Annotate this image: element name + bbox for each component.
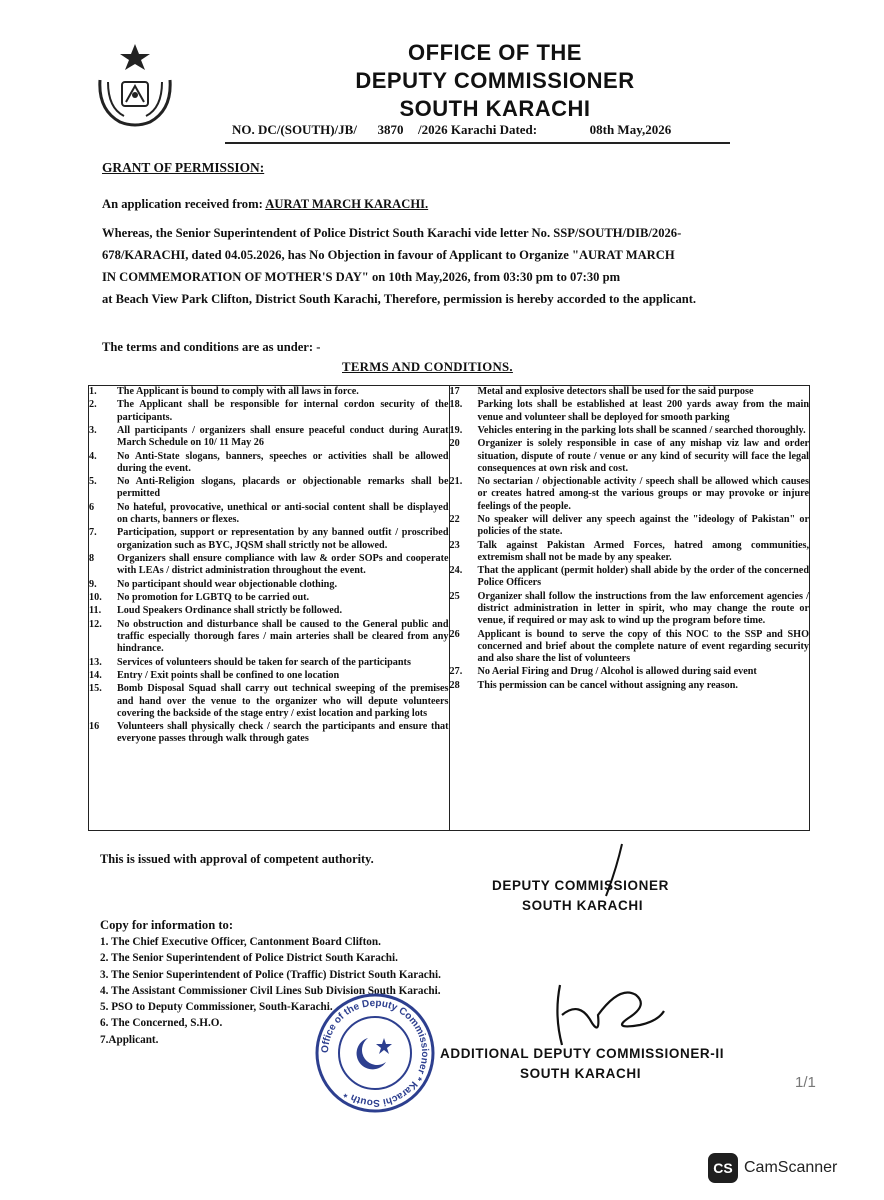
term-number: 26 (449, 628, 460, 640)
term-item (450, 438, 810, 475)
office-heading-south: SOUTH KARACHI (399, 96, 591, 121)
term-item (89, 721, 449, 745)
term-item (89, 553, 449, 577)
term-number: 3. (89, 424, 97, 436)
term-number: 10. (89, 591, 102, 603)
term-text: Services of volunteers should be taken for search of the participants (117, 656, 411, 668)
term-item (450, 399, 810, 423)
term-text: Participation, support or representation by any banned outfit / proscribed organization such as BYC, JQSM shall strictly not be allowed. (117, 527, 449, 551)
term-number: 22 (449, 513, 460, 525)
term-number: 7. (89, 527, 97, 539)
term-item (89, 476, 449, 500)
term-text: This permission can be cancel without assigning any reason. (477, 679, 738, 691)
term-number: 21. (449, 476, 463, 488)
term-item (89, 657, 449, 669)
term-text: Talk against Pakistan Armed Forces, hatred among communities, extremism shall not be made by any speaker. (477, 539, 809, 563)
copy-title: Copy for information to: (100, 918, 234, 932)
term-text: No promotion for LGBTQ to be carried out. (117, 591, 310, 603)
body-paragraph (102, 222, 790, 310)
term-number: 8 (89, 552, 95, 564)
term-number: 1. (89, 386, 97, 397)
term-number: 27. (449, 666, 463, 678)
term-number: 25 (449, 590, 460, 602)
stamp-text: Office of the Deputy Commissioner * Karachi South * (319, 997, 431, 1109)
terms-left-column (89, 386, 450, 831)
terms-title: TERMS AND CONDITIONS. (342, 360, 513, 374)
term-text: Organizer is solely responsible in case of any mishap viz law and order situation, dispute of route / venue or any kind of security will face the legal consequences at own risk and cost. (477, 438, 809, 474)
ref-no: NO. DC/(SOUTH)/JB/ (232, 122, 357, 137)
term-text: Organizers shall ensure compliance with law & order SOPs and cooperate with LEAs / district administration throughout the event. (117, 552, 449, 577)
office-heading: OFFICE OF THE (408, 40, 582, 65)
camscanner-logo-icon: CS (708, 1153, 738, 1183)
term-number: 14. (89, 669, 102, 681)
term-item (89, 670, 449, 682)
copy-item: 2. The Senior Superintendent of Police District South Karachi. (100, 952, 398, 965)
adc-title: ADDITIONAL DEPUTY COMMISSIONER-II (440, 1046, 725, 1061)
adc-district: SOUTH KARACHI (520, 1066, 642, 1081)
term-number: 12. (89, 618, 102, 630)
term-number: 18. (449, 399, 463, 411)
term-item (89, 386, 449, 398)
term-text: No Anti-Religion slogans, placards or objectionable remarks shall be permitted (117, 476, 449, 500)
official-stamp (310, 988, 440, 1118)
page-counter: 1/1 (795, 1074, 816, 1091)
ref-date: 08th May,2026 (589, 122, 672, 137)
term-number: 23 (449, 539, 460, 551)
header-rule (225, 142, 730, 144)
term-item (450, 666, 810, 678)
term-item (450, 680, 810, 692)
approval-note: This is issued with approval of competent authority. (100, 852, 374, 866)
body-line: Whereas, the Senior Superintendent of Police District South Karachi vide letter No. SSP/SOUTH/DIB/2026- (102, 226, 682, 240)
term-item (450, 514, 810, 538)
term-number: 19. (449, 424, 463, 436)
copy-item: 6. The Concerned, S.H.O. (100, 1017, 223, 1030)
term-item (89, 451, 449, 475)
term-text: No hateful, provocative, unethical or anti-social content shall be displayed on charts, banners or flexes. (117, 501, 449, 525)
term-text: Entry / Exit points shall be confined to one location (117, 669, 340, 681)
term-text: The Applicant shall be responsible for internal cordon security of the participants. (117, 399, 449, 423)
term-number: 17 (449, 386, 460, 397)
term-item (450, 591, 810, 628)
terms-intro: The terms and conditions are as under: - (102, 340, 321, 354)
copy-item: 7.Applicant. (100, 1033, 159, 1046)
body-line: 678/KARACHI, dated 04.05.2026, has No Objection in favour of Applicant to Organize "AURAT MARCH (102, 248, 675, 262)
term-text: No obstruction and disturbance shall be caused to the General public and traffic especially thorough fares / main arteries shall be cleared from any hindrance. (117, 618, 449, 655)
svg-text:Office of the Deputy Commissio (320, 998, 430, 1108)
term-item (89, 683, 449, 720)
copy-item: 4. The Assistant Commissioner Civil Lines Sub Division South Karachi. (100, 984, 441, 997)
term-text: Organizer shall follow the instructions from the law enforcement agencies / district administration in letter in spirit, who may change the route or venue, if required or may ask to wind up the program before time. (477, 590, 809, 627)
term-text: Vehicles entering in the parking lots shall be scanned / searched thoroughly. (477, 424, 806, 436)
district-emblem (90, 40, 180, 130)
term-text: No sectarian / objectionable activity / speech shall be allowed which causes or creates hatred among-st the various groups or may provoke or injure feelings of the people. (477, 476, 809, 512)
term-number: 4. (89, 450, 97, 462)
body-line: IN COMMEMORATION OF MOTHER'S DAY" on 10th May,2026, from 03:30 pm to 07:30 pm (102, 270, 621, 284)
term-number: 9. (89, 578, 97, 590)
term-number: 13. (89, 656, 102, 668)
term-text: Applicant is bound to serve the copy of this NOC to the SSP and SHO concerned and brief about the complete nature of event regarding security and also share the list of volunteers (477, 628, 809, 664)
ref-number: 3870 (377, 122, 404, 137)
grant-title: GRANT OF PERMISSION: (102, 160, 265, 175)
copy-item: 5. PSO to Deputy Commissioner, South-Karachi. (100, 1001, 333, 1014)
term-text: Loud Speakers Ordinance shall strictly be followed. (117, 605, 342, 617)
term-text: No Anti-State slogans, banners, speeches or activities shall be allowed during the event. (117, 450, 449, 474)
terms-right-column (449, 386, 810, 831)
term-text: Volunteers shall physically check / search the participants and ensure that everyone passes through walk through gates (117, 721, 449, 745)
term-item (450, 629, 810, 666)
term-text: No speaker will deliver any speech against the "ideology of Pakistan" or policies of the state. (477, 513, 809, 538)
term-item (89, 619, 449, 656)
term-number: 15. (89, 683, 102, 695)
terms-table (88, 385, 810, 831)
term-item (89, 502, 449, 526)
term-number: 5. (89, 476, 97, 488)
term-item (89, 399, 449, 423)
term-text: No participant should wear objectionable clothing. (117, 578, 337, 590)
adc-signature (540, 975, 670, 1055)
term-text: That the applicant (permit holder) shall abide by the order of the concerned Police Officers (477, 565, 809, 589)
camscanner-watermark (708, 1153, 837, 1183)
ref-year: /2026 Karachi Dated: (417, 122, 538, 137)
application-label: An application received from: (102, 197, 263, 211)
applicant-name: AURAT MARCH KARACHI. (265, 197, 429, 211)
term-number: 20 (449, 438, 460, 450)
term-number: 16 (89, 721, 100, 733)
term-item (89, 579, 449, 591)
term-item (89, 605, 449, 617)
term-number: 2. (89, 399, 97, 411)
term-item (89, 425, 449, 449)
office-heading-dc: DEPUTY COMMISSIONER (355, 68, 635, 93)
term-number: 11. (89, 605, 102, 617)
term-item (450, 565, 810, 589)
term-item (89, 527, 449, 551)
term-text: No Aerial Firing and Drug / Alcohol is allowed during said event (477, 666, 757, 678)
dc-district: SOUTH KARACHI (522, 898, 644, 913)
camscanner-label: CamScanner (744, 1159, 838, 1176)
term-text: The Applicant is bound to comply with all laws in force. (117, 386, 359, 397)
copy-item: 3. The Senior Superintendent of Police (Traffic) District South Karachi. (100, 968, 441, 981)
term-number: 6 (89, 501, 95, 513)
term-item (450, 386, 810, 398)
term-text: Parking lots shall be established at least 200 yards away from the main venue and volunteer shall be deployed for smooth parking (477, 399, 809, 423)
term-item (450, 425, 810, 437)
term-item (89, 592, 449, 604)
term-number: 24. (449, 565, 463, 577)
reference-line (232, 122, 671, 138)
term-item (450, 476, 810, 513)
term-number: 28 (449, 679, 460, 691)
term-item (450, 540, 810, 564)
application-line (102, 193, 428, 215)
body-line: at Beach View Park Clifton, District South Karachi, Therefore, permission is hereby accorded to the applicant. (102, 292, 697, 306)
term-text: All participants / organizers shall ensure peaceful conduct during Aurat March Schedule on 10/ 11 May 26 (117, 424, 449, 449)
term-text: Bomb Disposal Squad shall carry out technical sweeping of the premises and hand over the venue to the organizer who will depute volunteers covering the backside of the stage entry / exist location and parking lots (117, 683, 449, 719)
term-text: Metal and explosive detectors shall be used for the said purpose (477, 386, 754, 397)
copy-item: 1. The Chief Executive Officer, Cantonment Board Clifton. (100, 936, 381, 948)
dc-title: DEPUTY COMMISSIONER (492, 878, 669, 893)
